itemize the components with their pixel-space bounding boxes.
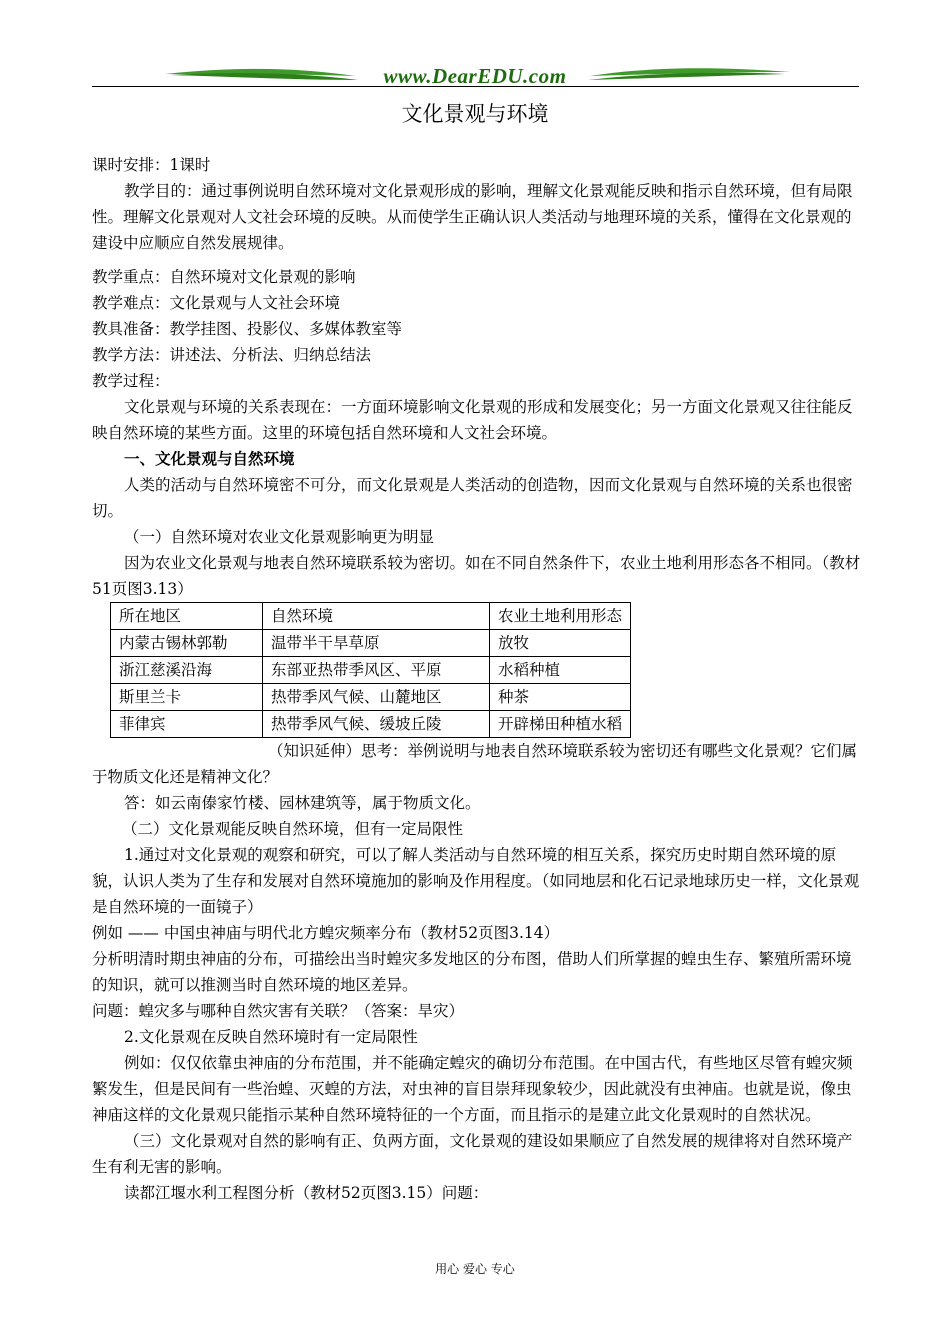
analysis-paragraph: 分析明清时期虫神庙的分布，可描绘出当时蝗灾多发地区的分布图，借助人们所掌握的蝗虫生存、繁殖所需环境的知识，就可以推测当时自然环境的地区差异。 <box>92 950 852 994</box>
table-cell: 东部亚热带季风区、平原 <box>263 657 490 684</box>
site-header <box>90 62 860 92</box>
table-cell: 斯里兰卡 <box>111 684 263 711</box>
example-line: 例如 —— 中国虫神庙与明代北方蝗灾频率分布（教材52页图3.14） <box>92 924 560 942</box>
subheading1-paragraph: 因为农业文化景观与地表自然环境联系较为密切。如在不同自然条件下，农业土地利用形态各不相同。（教材51页图3.13） <box>92 554 861 598</box>
question-line: 问题：蝗灾多与哪种自然灾害有关联？（答案：旱灾） <box>92 1002 465 1020</box>
point2-paragraph: 例如：仅仅依靠虫神庙的分布范围，并不能确定蝗灾的确切分布范围。在中国古代，有些地区尽管有蝗灾频繁发生，但是民间有一些治蝗、灭蝗的方法，对虫神的盲目崇拜现象较少，因此就没有虫神庙。也就是说，像虫神庙这样的文化景观只能指示某种自然环境特征的一个方面，而且指示的是建立此文化景观时的自然状况。 <box>92 1054 853 1124</box>
table-header-cell: 自然环境 <box>263 603 490 630</box>
methods-line: 教学方法：讲述法、分析法、归纳总结法 <box>92 346 372 364</box>
table-cell: 水稻种植 <box>490 657 631 684</box>
process-line: 教学过程： <box>92 372 170 390</box>
table-row <box>111 711 631 738</box>
page-footer: 用心 爱心 专心 <box>435 1262 515 1276</box>
table-row <box>111 684 631 711</box>
subheading-3: （三）文化景观对自然的影响有正、负两方面，文化景观的建设如果顺应了自然发展的规律将对自然环境产生有利无害的影响。 <box>92 1132 853 1176</box>
key-point-line: 教学重点：自然环境对文化景观的影响 <box>92 268 356 286</box>
table-cell: 菲律宾 <box>111 711 263 738</box>
table-cell: 内蒙古锡林郭勒 <box>111 630 263 657</box>
table-cell: 温带半干旱草原 <box>263 630 490 657</box>
subheading-1: （一）自然环境对农业文化景观影响更为明显 <box>124 528 435 546</box>
answer-line: 答：如云南傣家竹楼、园林建筑等，属于物质文化。 <box>124 794 481 812</box>
section1-paragraph: 人类的活动与自然环境密不可分，而文化景观是人类活动的创造物，因而文化景观与自然环境的关系也很密切。 <box>92 476 853 520</box>
section-heading-1: 一、文化景观与自然环境 <box>124 449 295 468</box>
read-line: 读都江堰水利工程图分析（教材52页图3.15）问题： <box>124 1184 489 1202</box>
header-divider <box>92 86 859 87</box>
table-header-row <box>111 603 631 630</box>
table-cell: 浙江慈溪沿海 <box>111 657 263 684</box>
land-use-table <box>110 602 631 738</box>
table-header-cell: 农业土地利用形态 <box>490 603 631 630</box>
table-cell: 热带季风气候、缓坡丘陵 <box>263 711 490 738</box>
objective-paragraph: 教学目的：通过事例说明自然环境对文化景观形成的影响，理解文化景观能反映和指示自然环境，但有局限性。理解文化景观对人文社会环境的反映。从而使学生正确认识人类活动与地理环境的关系，懂得在文化景观的建设中应顺应自然发展规律。 <box>92 182 853 252</box>
table-header-cell: 所在地区 <box>111 603 263 630</box>
site-logo-text[interactable]: www.DearEDU.com <box>383 64 567 88</box>
document-body <box>92 152 862 1206</box>
table-cell: 种茶 <box>490 684 631 711</box>
difficulty-line: 教学难点：文化景观与人文社会环境 <box>92 294 341 312</box>
subheading-2: （二）文化景观能反映自然环境，但有一定局限性 <box>122 820 464 838</box>
point2-heading: 2.文化景观在反映自然环境时有一定局限性 <box>124 1028 418 1046</box>
table-cell: 开辟梯田种植水稻 <box>490 711 631 738</box>
table-row <box>111 657 631 684</box>
table-cell: 放牧 <box>490 630 631 657</box>
schedule-line: 课时安排：1课时 <box>92 156 211 174</box>
point1-paragraph: 1.通过对文化景观的观察和研究，可以了解人类活动与自然环境的相互关系，探究历史时期自然环境的原貌，认识人类为了生存和发展对自然环境施加的影响及作用程度。（如同地层和化石记录地球历史一样，文化景观是自然环境的一面镜子） <box>92 846 860 916</box>
tools-line: 教具准备：教学挂图、投影仪、多媒体教室等 <box>92 320 403 338</box>
table-cell: 热带季风气候、山麓地区 <box>263 684 490 711</box>
document-title: 文化景观与环境 <box>401 102 549 126</box>
intro-paragraph: 文化景观与环境的关系表现在：一方面环境影响文化景观的形成和发展变化；另一方面文化景观又往往能反映自然环境的某些方面。这里的环境包括自然环境和人文社会环境。 <box>92 398 853 442</box>
table-row <box>111 630 631 657</box>
extension-question: （知识延伸）思考：举例说明与地表自然环境联系较为密切还有哪些文化景观？它们属于物质文化还是精神文化？ <box>92 742 858 786</box>
